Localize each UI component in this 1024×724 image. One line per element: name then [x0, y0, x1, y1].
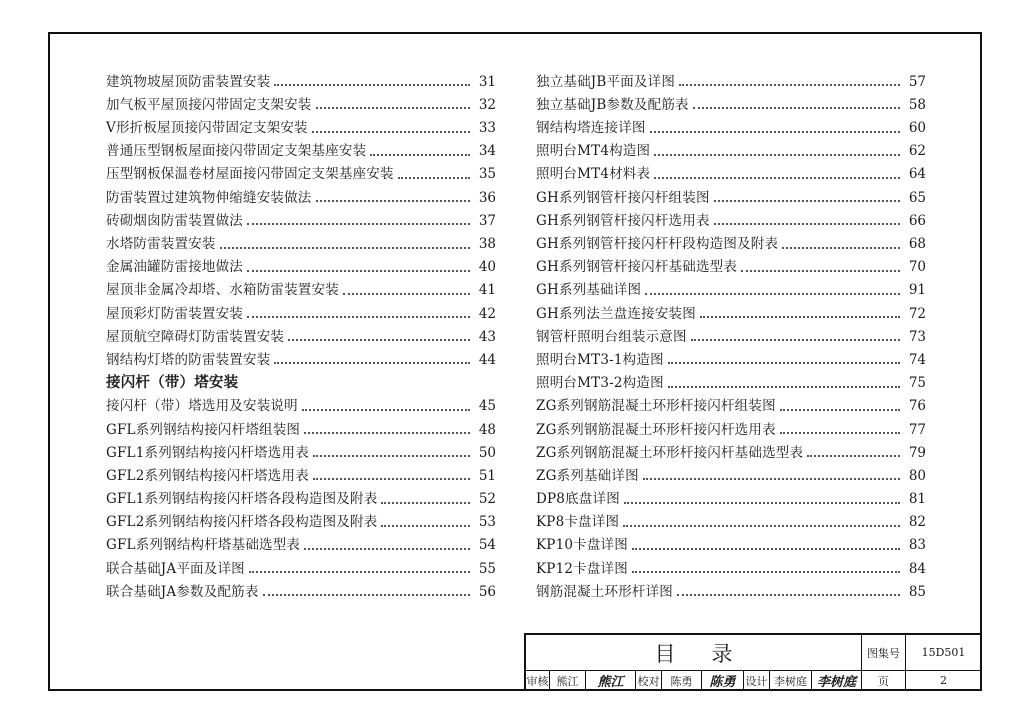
- page-label: 页: [862, 671, 906, 691]
- toc-entry-page: 55: [478, 560, 496, 577]
- toc-entry: [106, 112, 496, 135]
- toc-entry-title: 建筑物坡屋顶防雷装置安装: [106, 73, 271, 90]
- dot-leader: [302, 409, 470, 411]
- toc-entry-title: 加气板平屋顶接闪带固定支架安装: [106, 96, 312, 113]
- dot-leader: [654, 154, 900, 156]
- toc-entry-page: 81: [908, 491, 926, 508]
- dot-leader: [741, 270, 900, 272]
- toc-entry: [106, 507, 496, 530]
- toc-entry-title: ZG系列基础详图: [536, 467, 639, 484]
- toc-entry-title: 照明台MT3-2构造图: [536, 375, 664, 392]
- dot-leader: [700, 316, 900, 318]
- design-name: 李树庭: [770, 671, 812, 691]
- dot-leader: [247, 223, 470, 225]
- atlas-number: 15D501: [906, 635, 982, 671]
- dot-leader: [780, 409, 900, 411]
- toc-entry-title: 水塔防雷装置安装: [106, 236, 216, 252]
- toc-entry-page: 73: [908, 328, 926, 345]
- toc-entry-title: KP8卡盘详图: [536, 514, 620, 531]
- toc-entry-page: 50: [478, 444, 496, 461]
- toc-entry: [536, 553, 926, 576]
- toc-entry: [536, 252, 926, 275]
- toc-entry-title: GFL2系列钢结构接闪杆塔各段构造图及附表: [106, 514, 378, 531]
- toc-entry: [106, 437, 496, 460]
- toc-entry-title: GFL1系列钢结构接闪杆塔各段构造图及附表: [106, 491, 378, 508]
- dot-leader: [398, 177, 470, 179]
- dot-leader: [632, 548, 900, 550]
- toc-entry-title: 钢筋混凝土环形杆详图: [536, 583, 673, 600]
- design-signature: 李树庭: [812, 671, 862, 691]
- toc-entry-page: 48: [478, 421, 496, 438]
- toc-entry: [106, 66, 496, 89]
- toc-entry: [536, 136, 926, 159]
- toc-entry-page: 44: [478, 351, 496, 368]
- toc-entry-title: 钢结构塔连接详图: [536, 120, 646, 137]
- dot-leader: [807, 455, 900, 457]
- dot-leader: [654, 177, 900, 179]
- toc-entry-title: ZG系列钢筋混凝土环形杆接闪杆选用表: [536, 421, 776, 438]
- toc-entry-title: GH系列基础详图: [536, 282, 642, 299]
- dot-leader: [263, 594, 470, 596]
- toc-entry-title: 屋顶非金属冷却塔、水箱防雷装置安装: [106, 282, 339, 299]
- toc-entry-title: 钢结构灯塔的防雷装置安装: [106, 351, 271, 368]
- toc-entry-page: 76: [908, 398, 926, 415]
- check-signature: 陈勇: [702, 671, 744, 691]
- toc-entry: [106, 182, 496, 205]
- dot-leader: [288, 339, 470, 341]
- check-name: 陈勇: [662, 671, 702, 691]
- toc-entry-page: 57: [908, 73, 926, 90]
- toc-entry-page: 82: [908, 514, 926, 531]
- toc-entry-page: 31: [478, 73, 496, 90]
- dot-leader: [780, 432, 900, 434]
- toc-entry: [106, 275, 496, 298]
- toc-entry-page: 36: [478, 189, 496, 206]
- dot-leader: [249, 571, 470, 573]
- toc-entry: [536, 391, 926, 414]
- toc-entry: [106, 136, 496, 159]
- toc-entry-title: GH系列法兰盘连接安装图: [536, 305, 696, 322]
- toc-entry-title: 照明台MT3-1构造图: [536, 351, 664, 368]
- toc-entry-page: 84: [908, 560, 926, 577]
- toc-entry-page: 62: [908, 143, 926, 160]
- toc-entry-title: 联合基础JA平面及详图: [106, 560, 245, 577]
- toc-entry-page: 75: [908, 375, 926, 392]
- dot-leader: [313, 478, 470, 480]
- dot-leader: [624, 502, 900, 504]
- toc-entry: [536, 576, 926, 599]
- dot-leader: [381, 525, 470, 527]
- toc-entry-page: 52: [478, 491, 496, 508]
- toc-entry: [536, 321, 926, 344]
- toc-entry-title: 照明台MT4构造图: [536, 143, 651, 160]
- dot-leader: [714, 200, 900, 202]
- toc-entry-page: 37: [478, 212, 496, 229]
- toc-entry-page: 54: [478, 537, 496, 554]
- toc-entry-page: 51: [478, 467, 496, 484]
- dot-leader: [304, 548, 470, 550]
- toc-entry-title: 钢管杆照明台组装示意图: [536, 328, 687, 345]
- toc-entry-title: 屋顶航空障碍灯防雷装置安装: [106, 328, 285, 345]
- check-label: 校对: [636, 671, 662, 691]
- drawing-sheet: [48, 32, 982, 691]
- toc-entry: [536, 367, 926, 390]
- toc-entry-page: 60: [908, 120, 926, 137]
- toc-entry-title: GH系列钢管杆接闪杆基础选型表: [536, 259, 738, 276]
- dot-leader: [343, 293, 470, 295]
- toc-left-column: [106, 66, 496, 599]
- review-label: 审核: [526, 671, 550, 691]
- toc-entry: [536, 344, 926, 367]
- toc-entry-title: ZG系列钢筋混凝土环形杆接闪杆组装图: [536, 398, 776, 415]
- toc-section-heading: [106, 367, 496, 390]
- toc-entry-page: 74: [908, 351, 926, 368]
- toc-entry-title: 接闪杆（带）塔选用及安装说明: [106, 398, 298, 415]
- toc-entry-page: 40: [478, 259, 496, 276]
- dot-leader: [313, 455, 470, 457]
- toc-entry-title: GFL2系列钢结构接闪杆塔选用表: [106, 467, 309, 484]
- toc-entry-title: V形折板屋顶接闪带固定支架安装: [106, 120, 308, 137]
- toc-entry: [536, 89, 926, 112]
- toc-entry-title: 砖砌烟囱防雷装置做法: [106, 212, 243, 229]
- title-block: [524, 633, 982, 689]
- toc-entry-page: 35: [478, 166, 496, 183]
- toc-entry: [106, 252, 496, 275]
- toc-entry-page: 53: [478, 514, 496, 531]
- toc-entry-title: 独立基础JB平面及详图: [536, 73, 676, 90]
- toc-entry: [536, 228, 926, 251]
- toc-entry: [536, 112, 926, 135]
- dot-leader: [623, 525, 900, 527]
- toc-entry-title: DP8底盘详图: [536, 491, 620, 508]
- dot-leader: [304, 432, 470, 434]
- toc-entry: [536, 483, 926, 506]
- toc-entry: [536, 507, 926, 530]
- toc-entry: [536, 298, 926, 321]
- toc-entry-page: 34: [478, 143, 496, 160]
- toc-entry-title: GH系列钢管杆接闪杆选用表: [536, 212, 710, 229]
- toc-entry-page: 91: [908, 282, 926, 299]
- dot-leader: [370, 154, 470, 156]
- toc-entry-page: 45: [478, 398, 496, 415]
- dot-leader: [679, 84, 900, 86]
- toc-entry-page: 68: [908, 236, 926, 252]
- toc-entry: [536, 205, 926, 228]
- dot-leader: [645, 293, 900, 295]
- toc-entry: [106, 159, 496, 182]
- dot-leader: [247, 316, 470, 318]
- toc-entry-title: GH系列钢管杆接闪杆杆段构造图及附表: [536, 236, 779, 252]
- dot-leader: [691, 339, 900, 341]
- page-number: 2: [906, 671, 982, 691]
- toc-entry-title: 独立基础JB参数及配筋表: [536, 96, 689, 113]
- dot-leader: [650, 131, 900, 133]
- toc-entry-page: 56: [478, 583, 496, 600]
- toc-entry-title: GFL系列钢结构杆塔基础选型表: [106, 537, 301, 554]
- toc-entry-page: 38: [478, 236, 496, 252]
- dot-leader: [632, 571, 900, 573]
- dot-leader: [274, 84, 470, 86]
- dot-leader: [247, 270, 470, 272]
- dot-leader: [274, 362, 470, 364]
- toc-entry: [106, 391, 496, 414]
- toc-entry-title: 普通压型钢板屋面接闪带固定支架基座安装: [106, 143, 367, 160]
- toc-entry-page: 66: [908, 212, 926, 229]
- toc-entry-page: 85: [908, 583, 926, 600]
- dot-leader: [316, 200, 471, 202]
- toc-entry-title: GH系列钢管杆接闪杆组装图: [536, 189, 710, 206]
- toc-entry-title: KP12卡盘详图: [536, 560, 628, 577]
- toc-entry: [536, 530, 926, 553]
- toc-entry-page: 64: [908, 166, 926, 183]
- toc-entry: [536, 66, 926, 89]
- toc-entry-page: 83: [908, 537, 926, 554]
- dot-leader: [668, 362, 900, 364]
- toc-entry-page: 65: [908, 189, 926, 206]
- dot-leader: [668, 386, 900, 388]
- toc-entry: [106, 344, 496, 367]
- toc-entry: [536, 159, 926, 182]
- toc-entry: [536, 460, 926, 483]
- toc-entry: [106, 89, 496, 112]
- toc-entry: [106, 530, 496, 553]
- review-name: 熊江: [550, 671, 586, 691]
- toc-entry-page: 41: [478, 282, 496, 299]
- dot-leader: [316, 107, 471, 109]
- toc-entry: [106, 483, 496, 506]
- dot-leader: [381, 502, 470, 504]
- toc-entry: [106, 414, 496, 437]
- toc-entry-page: 42: [478, 305, 496, 322]
- toc-entry-page: 72: [908, 305, 926, 322]
- toc-right-column: [536, 66, 926, 599]
- toc-entry: [106, 298, 496, 321]
- dot-leader: [220, 247, 470, 249]
- toc-entry: [106, 460, 496, 483]
- design-label: 设计: [744, 671, 770, 691]
- toc-entry: [106, 321, 496, 344]
- toc-entry-title: 联合基础JA参数及配筋表: [106, 583, 259, 600]
- toc-entry: [106, 576, 496, 599]
- toc-entry-title: GFL系列钢结构接闪杆塔组装图: [106, 421, 301, 438]
- toc-entry-page: 58: [908, 96, 926, 113]
- toc-entry: [536, 182, 926, 205]
- toc-entry-page: 33: [478, 120, 496, 137]
- dot-leader: [312, 131, 470, 133]
- review-signature: 熊江: [586, 671, 636, 691]
- toc-entry-page: 43: [478, 328, 496, 345]
- dot-leader: [693, 107, 900, 109]
- toc-entry-title: ZG系列钢筋混凝土环形杆接闪杆基础选型表: [536, 444, 804, 461]
- toc-entry-title: KP10卡盘详图: [536, 537, 628, 554]
- toc-entry: [536, 275, 926, 298]
- toc-entry: [106, 228, 496, 251]
- dot-leader: [643, 478, 900, 480]
- toc-entry: [536, 414, 926, 437]
- dot-leader: [677, 594, 900, 596]
- toc-entry-page: 79: [908, 444, 926, 461]
- toc-entry-title: 照明台MT4材料表: [536, 166, 651, 183]
- toc-entry-title: 防雷装置过建筑物伸缩缝安装做法: [106, 189, 312, 206]
- title-block-title: 目录: [526, 635, 862, 671]
- dot-leader: [714, 223, 900, 225]
- toc-entry-title: 金属油罐防雷接地做法: [106, 259, 243, 276]
- toc-entry-title: 压型钢板保温卷材屋面接闪带固定支架基座安装: [106, 166, 394, 183]
- dot-leader: [782, 247, 900, 249]
- toc-entry: [106, 553, 496, 576]
- toc-entry-page: 80: [908, 467, 926, 484]
- toc-entry: [106, 205, 496, 228]
- toc-entry-page: 77: [908, 421, 926, 438]
- toc-entry-page: 70: [908, 259, 926, 276]
- toc-entry-page: 32: [478, 96, 496, 113]
- toc-entry-title: GFL1系列钢结构接闪杆塔选用表: [106, 444, 309, 461]
- atlas-label: 图集号: [862, 635, 906, 671]
- toc-entry-title: 接闪杆（带）塔安装: [106, 374, 239, 392]
- toc-entry: [536, 437, 926, 460]
- toc-entry-title: 屋顶彩灯防雷装置安装: [106, 305, 243, 322]
